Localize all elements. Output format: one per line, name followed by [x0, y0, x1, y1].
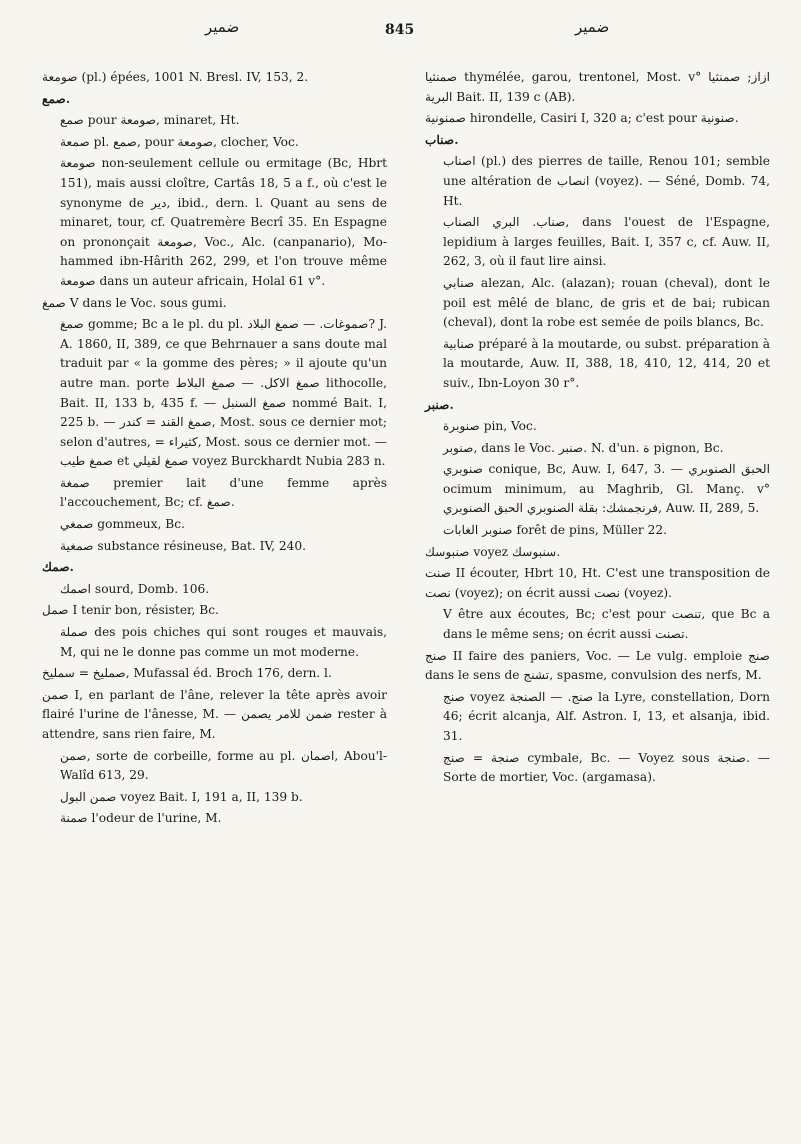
dictionary-entry: صنوبر الغابات forêt de pins, Müller 22. — [443, 523, 667, 538]
dictionary-entry: اصناب (pl.) des pierres de taille, Renou 101; semble une altération de انصاب (voyez). — Séné, Domb. 74, Ht. — [443, 154, 770, 208]
dictionary-entry: صمغية substance résineuse, Bat. IV, 240. — [60, 538, 307, 553]
dictionary-entry: صمنونية hirondelle, Casiri I, 320 a; c'est pour صنونية. — [425, 111, 739, 126]
dictionary-entry: صومعة (pl.) épées, 1001 N. Bresl. IV, 153, 2. — [42, 70, 309, 84]
dictionary-entry: صملة des pois chiches qui sont rouges et mauvais, M, qui ne le donne pas comme un mot moderne. — [60, 625, 387, 659]
running-head-right: ضمير — [575, 18, 610, 36]
dictionary-entry: صمغ gomme; Bc a le pl. du pl. صموغات. — صمغ البلاد? J. A. 1860, II, 389, ce que Behrnauer a sans doute mal traduit par « la gomme des pères; » il ajoute qu'un autre man. porte صمغ الاكل. — صمغ البلاط lithocolle, Bait. II, 133 b, 435 f. — صمغ السنبل nommé Bait. I, 225 b. — صمغ القند = كندر, Most. sous ce dernier mot; selon d'autres, = كثيراء, Most. sous ce dernier mot. — صمغ طيب et صمغ لقيلي voyez Burckhardt Nubia 283 n. — [60, 317, 387, 469]
dictionary-entry: صناب. البري الصناب, dans l'ouest de l'Espagne, lepidium à larges feuilles, Bait. I, 357 c, cf. Auw. II, 262, 3, où il faut lire ainsi. — [443, 215, 770, 269]
dictionary-entry: صنابي alezan, Alc. (alazan); rouan (cheval), dont le poil est mêlé de blanc, de gris et de bai; rubican (cheval), dont la robe est semée de poils blancs, Bc. — [443, 275, 770, 330]
dictionary-entry: صمعة pl. صمع, pour صومعة, clocher, Voc. — [60, 134, 299, 149]
entry-root-heading: صناب. — [425, 132, 459, 147]
dictionary-entry: صنابية préparé à la moutarde, ou subst. préparation à la moutarde, Auw. II, 388, 18, 410, 12, 414, 20 et suiv., Ibn-Loyon 30 r°. — [443, 336, 770, 390]
dictionary-entry: صنج voyez صنج. — الصنجة la Lyre, constellation, Dorn 46; écrit alcanja, Alf. Astron. I, 13, et alsanja, ibid. 31. — [443, 689, 770, 743]
dictionary-entry: صمع pour صومعة, minaret, Ht. — [60, 113, 240, 128]
running-head-left: ضمير — [205, 18, 240, 36]
dictionary-entry: اصمك sourd, Domb. 106. — [60, 581, 210, 596]
dictionary-entry: صنج II faire des paniers, Voc. — Le vulg. emploie صنج dans le sens de تشنج, spasme, convulsion des nerfs, M. — [425, 648, 770, 683]
dictionary-entry: صمغي gommeux, Bc. — [60, 517, 185, 532]
dictionary-entry: صنت II écouter, Hbrt 10, Ht. C'est une transposition de نصت (voyez); on écrit aussi نصت (voyez). — [425, 566, 770, 600]
dictionary-entry: صمن, sorte de corbeille, forme au pl. اصمان, Abou'l-Walîd 613, 29. — [60, 748, 387, 783]
dictionary-entry: صنوبري conique, Bc, Auw. I, 647, 3. — الحبق الصنوبري ocimum minimum, au Maghrib, Gl. Manç. v° فرنجمشك: بقلة الصنوبري الحبق الصنوبري, Auw. II, 289, 5. — [443, 462, 770, 516]
entry-root-heading: صمع. — [42, 91, 71, 106]
dictionary-entry: صمنة l'odeur de l'urine, M. — [60, 811, 222, 826]
dictionary-entry: صمن البول voyez Bait. I, 191 a, II, 139 b. — [60, 789, 303, 804]
dictionary-entry: صمن I, en parlant de l'âne, relever la tête après avoir flairé l'urine de l'ânesse, M. — ضمن للامر يصمن rester à attendre, sans rien faire, M. — [42, 687, 387, 741]
dictionary-entry: صومعة non-seulement cellule ou ermitage (Bc, Hbrt 151), mais aussi cloître, Cartâs 18, 5 a f., où c'est le synonyme de دير, ibid., dern. l. Quant au sens de minaret, tour, cf. Quatremère Becrî 35. En Espagne on prononçait صومعة, Voc., Alc. (canpanario), Mo-hammed ibn-Hârith 262, 299, et l'on trouve même صومعة dans un auteur africain, Holal 61 v°. — [60, 156, 388, 288]
dictionary-entry: صمغ V dans le Voc. sous gumi. — [42, 295, 227, 310]
dictionary-entry: صمل I tenir bon, résister, Bc. — [42, 603, 219, 618]
dictionary-entry: صمليخ = سمليخ, Mufassal éd. Broch 176, dern. l. — [42, 666, 332, 681]
dictionary-entry: صنجة = صنج cymbale, Bc. — Voyez sous صنجة. — Sorte de mortier, Voc. (argamasa). — [443, 750, 770, 785]
page-number: 845 — [385, 22, 415, 38]
entry-root-heading: صنبر. — [425, 397, 454, 412]
dictionary-entry: صنوبر, dans le Voc. صنبر. N. d'un. ة pignon, Bc. — [443, 440, 724, 455]
dictionary-entry: صمنثيا thymélée, garou, trentonel, Most. v° ازاز; صمنثيا البرية Bait. II, 139 c (AB). — [425, 70, 770, 104]
left-column — [42, 68, 387, 831]
dictionary-entry: صمغة premier lait d'une femme après l'accouchement, Bc; cf. صمغ. — [60, 475, 387, 510]
right-column — [425, 68, 770, 790]
entry-root-heading: صمك. — [42, 560, 74, 575]
dictionary-entry: صنبوسك voyez سنبوسك. — [425, 544, 561, 559]
dictionary-entry: V être aux écoutes, Bc; c'est pour تنصت, que Bc a dans le même sens; on écrit aussi تصنت. — [443, 607, 770, 642]
dictionary-entry: صنوبرة pin, Voc. — [443, 419, 537, 434]
